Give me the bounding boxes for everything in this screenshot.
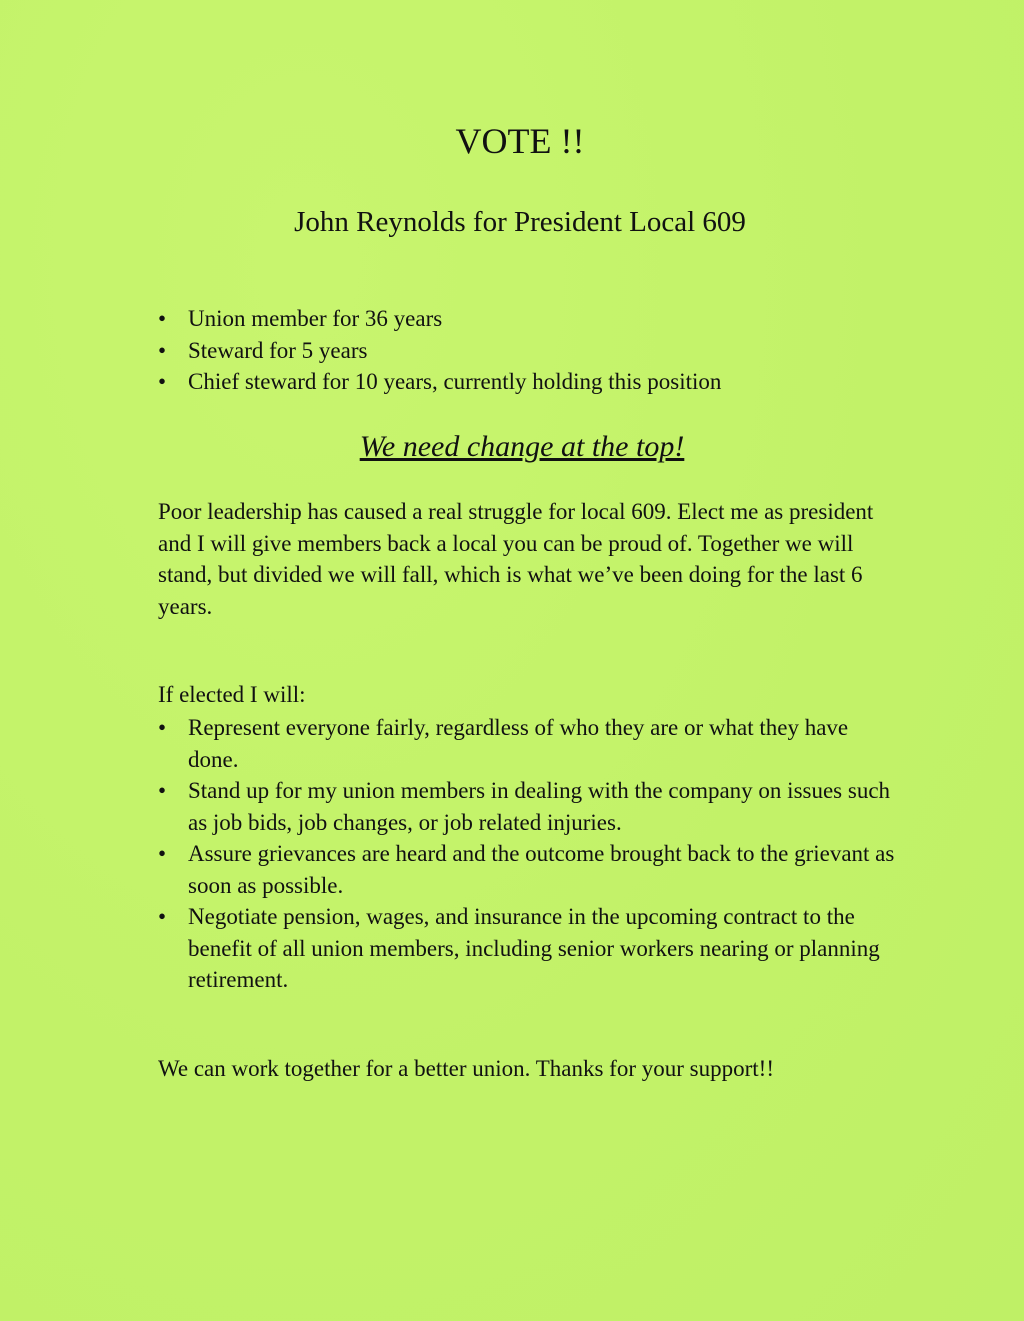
- promise-text: Represent everyone fairly, regardless of who they are or what they have done.: [188, 715, 849, 772]
- qualification-text: Union member for 36 years: [188, 306, 443, 331]
- bullet-icon: •: [158, 337, 167, 363]
- qualifications-list: [158, 303, 898, 398]
- bullet-icon: •: [158, 904, 167, 929]
- bullet-icon: •: [158, 369, 167, 394]
- qualification-text: Chief steward for 10 years, currently holding this position: [188, 369, 722, 394]
- qualification-item: [158, 303, 898, 335]
- promise-text: Negotiate pension, wages, and insurance in the upcoming contract to the benefit of all union members, including senior workers nearing or planning retirement.: [188, 904, 880, 992]
- promise-text: Assure grievances are heard and the outcome brought back to the grievant as soon as possible.: [188, 841, 895, 898]
- qualification-item: [158, 366, 898, 398]
- bullet-icon: •: [158, 306, 167, 331]
- slogan: We need change at the top!: [359, 430, 685, 463]
- promise-item: [158, 901, 898, 996]
- bullet-icon: •: [158, 778, 167, 803]
- promise-item: [158, 712, 898, 775]
- bullet-icon: •: [158, 715, 167, 740]
- bullet-icon: •: [158, 841, 167, 866]
- qualification-text: Steward for 5 years: [188, 337, 368, 363]
- qualification-item: [158, 335, 898, 367]
- flyer-title: VOTE !!: [455, 121, 585, 161]
- body-paragraph: Poor leadership has caused a real struggle for local 609. Elect me as president and I will give members back a local you can be proud of. Together we will stand, but divided we will fall, which is what we’ve been doing for the last 6 years.: [158, 499, 874, 619]
- promise-item: [158, 838, 898, 901]
- promises-intro: If elected I will:: [158, 682, 306, 707]
- promises-list: [158, 712, 898, 996]
- promise-text: Stand up for my union members in dealing with the company on issues such as job bids, job changes, or job related injuries.: [188, 778, 891, 835]
- promise-item: [158, 775, 898, 838]
- closing-line: We can work together for a better union. Thanks for your support!!: [158, 1056, 774, 1081]
- candidate-heading: John Reynolds for President Local 609: [294, 206, 746, 238]
